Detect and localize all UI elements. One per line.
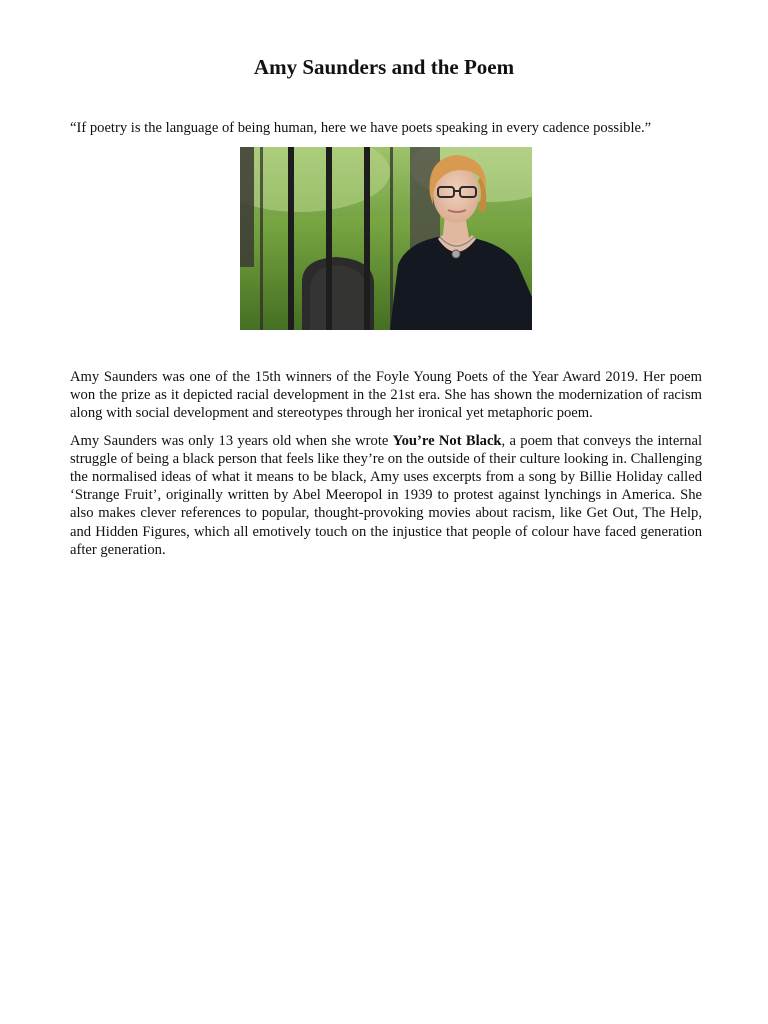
- intro-quote: “If poetry is the language of being human, here we have poets speaking in every cadence possible.”: [70, 120, 652, 136]
- portrait-photo: [240, 147, 532, 330]
- poem-title: You’re Not Black: [392, 432, 502, 449]
- page-title: Amy Saunders and the Poem: [253, 55, 515, 79]
- article-body: [70, 368, 702, 568]
- paragraph-2: [70, 432, 702, 559]
- portrait-photo-illustration: [240, 147, 532, 330]
- paragraph-1: Amy Saunders was one of the 15th winners of the Foyle Young Poets of the Year Award 2019. Her poem won the prize as it depicted racial development in the 21st era. She has shown the modernization of racism along with social development and stereotypes through her ironical yet metaphoric poem.: [70, 369, 702, 422]
- paragraph-2-intro: Amy Saunders was only 13 years old when she wrote: [70, 432, 393, 449]
- paragraph-2-rest: , a poem that conveys the internal struggle of being a black person that feels like they’re on the outside of their culture looking in. Challenging the normalised ideas of what it means to be black, Amy uses excerpts from a song by Billie Holiday called ‘Strange Fruit’, originally written by Abel Meeropol in 1939 to protest against lynchings in America. She also makes clever references to popular, thought-provoking movies about racism, like Get Out, The Help, and Hidden Figures, which all emotively touch on the injustice that people of colour have faced generation after generation.: [70, 432, 703, 558]
